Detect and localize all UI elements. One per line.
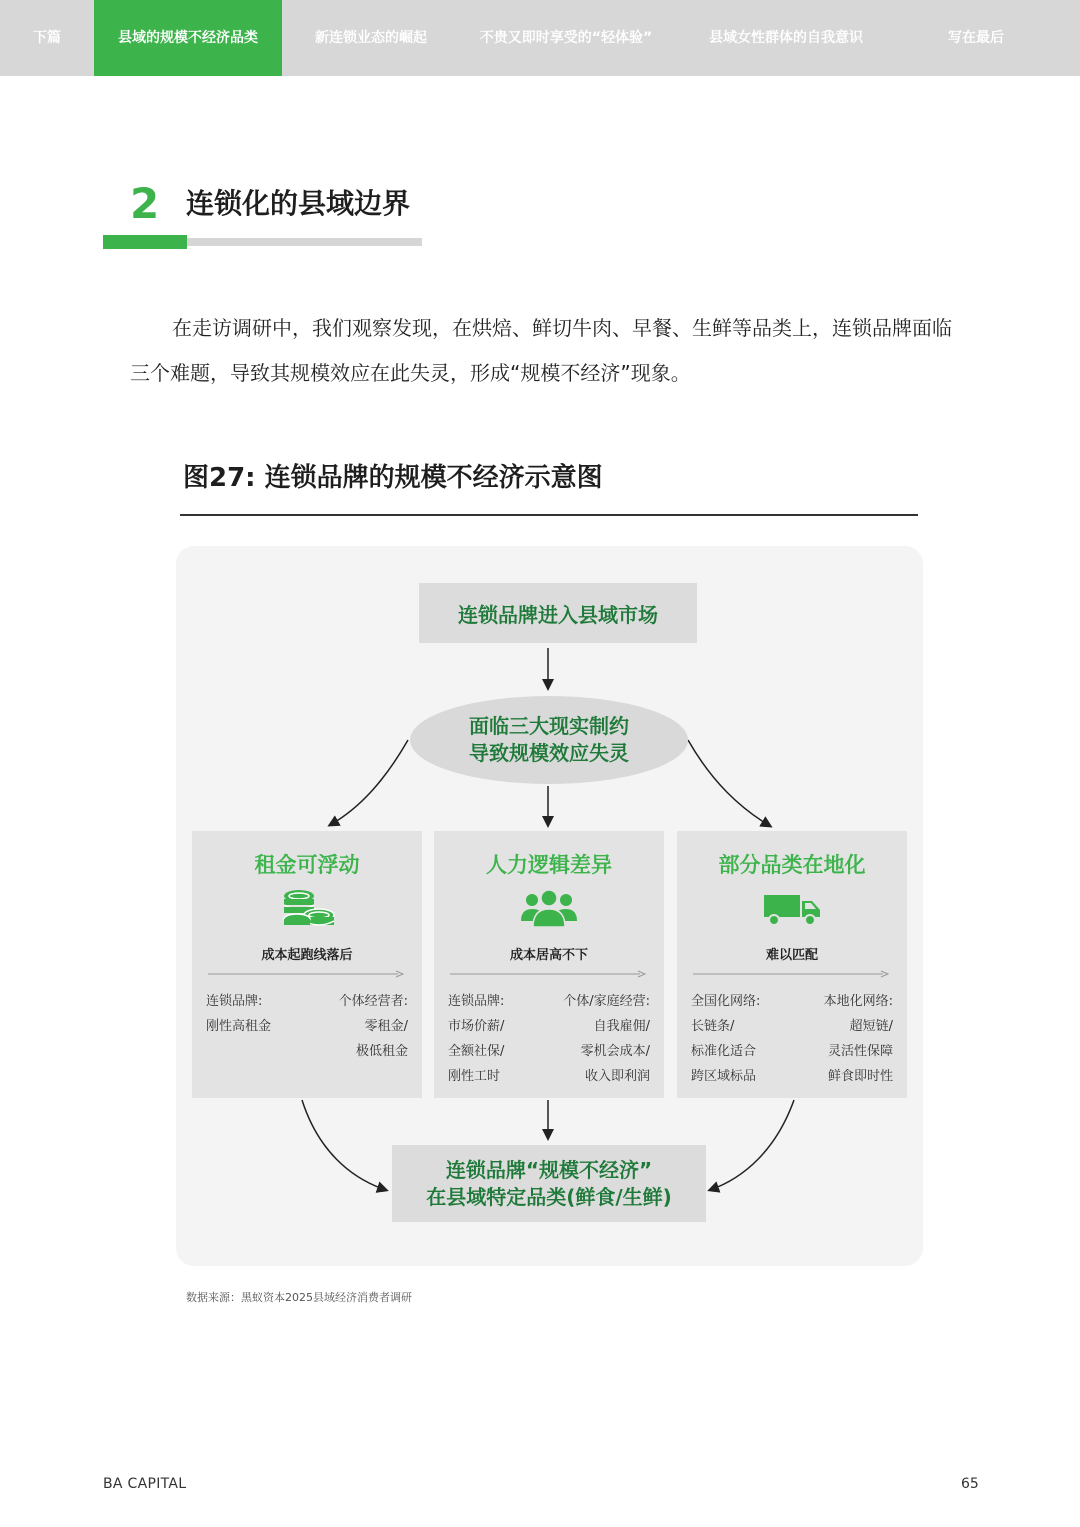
node-scale-diseconomy bbox=[392, 1145, 706, 1222]
column-divider-arrow bbox=[450, 970, 646, 978]
node-three-constraints bbox=[410, 696, 688, 784]
tab-new-chain-formats[interactable]: 新连锁业态的崛起 bbox=[315, 30, 427, 46]
column-left-text: 连锁品牌: 市场价薪/ 全额社保/ 刚性工时 bbox=[448, 994, 505, 1084]
body-paragraph: 在走访调研中，我们观察发现，在烘焙、鲜切牛肉、早餐、生鲜等品类上，连锁品牌面临三个难题，导致其规模效应在此失灵，形成“规模不经济”现象。 bbox=[130, 316, 952, 385]
column-title: 人力逻辑差异 bbox=[486, 853, 612, 877]
bottom-line-1: 连锁品牌“规模不经济” bbox=[445, 1157, 653, 1182]
data-source: 数据来源：黑蚁资本2025县域经济消费者调研 bbox=[186, 1291, 412, 1304]
column-right-text: 本地化网络: 超短链/ 灵活性保障 鲜食即时性 bbox=[823, 994, 893, 1084]
column-left-text: 连锁品牌: 刚性高租金 bbox=[206, 994, 272, 1034]
column-subtitle: 成本居高不下 bbox=[509, 948, 588, 963]
column-rent bbox=[192, 831, 422, 1098]
column-localization bbox=[677, 831, 907, 1098]
column-divider-arrow bbox=[208, 970, 404, 978]
tab-part2[interactable]: 下篇 bbox=[33, 30, 61, 46]
column-right-text: 个体/家庭经营: 自我雇佣/ 零机会成本/ 收入即利润 bbox=[563, 994, 650, 1084]
section-number: 2 bbox=[130, 179, 160, 228]
people-icon bbox=[519, 887, 579, 931]
truck-icon bbox=[762, 887, 822, 931]
coins-icon bbox=[277, 887, 337, 931]
column-divider-arrow bbox=[693, 970, 889, 978]
column-subtitle: 难以匹配 bbox=[765, 948, 818, 963]
tab-female-awareness[interactable]: 县域女性群体的自我意识 bbox=[709, 30, 863, 46]
ellipse-line-1: 面临三大现实制约 bbox=[469, 714, 629, 738]
node-enter-county-market: 连锁品牌进入县域市场 bbox=[419, 583, 697, 643]
section-underline-accent bbox=[103, 235, 187, 249]
tab-light-experience[interactable]: 不贵又即时享受的“轻体验” bbox=[479, 30, 653, 46]
bottom-line-2: 在县域特定品类(鲜食/生鲜) bbox=[426, 1184, 672, 1209]
figure-title-rule bbox=[180, 514, 918, 516]
tab-county-diseconomy[interactable]: 县域的规模不经济品类 bbox=[94, 0, 282, 76]
figure-title: 图27: 连锁品牌的规模不经济示意图 bbox=[183, 463, 603, 493]
footer-brand: BA CAPITAL bbox=[103, 1476, 187, 1492]
section-title: 连锁化的县域边界 bbox=[186, 187, 411, 220]
column-subtitle: 成本起跑线落后 bbox=[261, 948, 353, 963]
column-left-text: 全国化网络: 长链条/ 标准化适合 跨区域标品 bbox=[691, 994, 761, 1084]
column-title: 部分品类在地化 bbox=[718, 853, 866, 877]
page-number: 65 bbox=[961, 1476, 979, 1492]
column-labor bbox=[434, 831, 664, 1098]
top-nav bbox=[0, 0, 1080, 76]
ellipse-line-2: 导致规模效应失灵 bbox=[469, 741, 629, 765]
column-title: 租金可浮动 bbox=[254, 853, 360, 877]
tab-conclusion[interactable]: 写在最后 bbox=[948, 30, 1004, 46]
column-right-text: 个体经营者: 零租金/ 极低租金 bbox=[338, 994, 408, 1059]
